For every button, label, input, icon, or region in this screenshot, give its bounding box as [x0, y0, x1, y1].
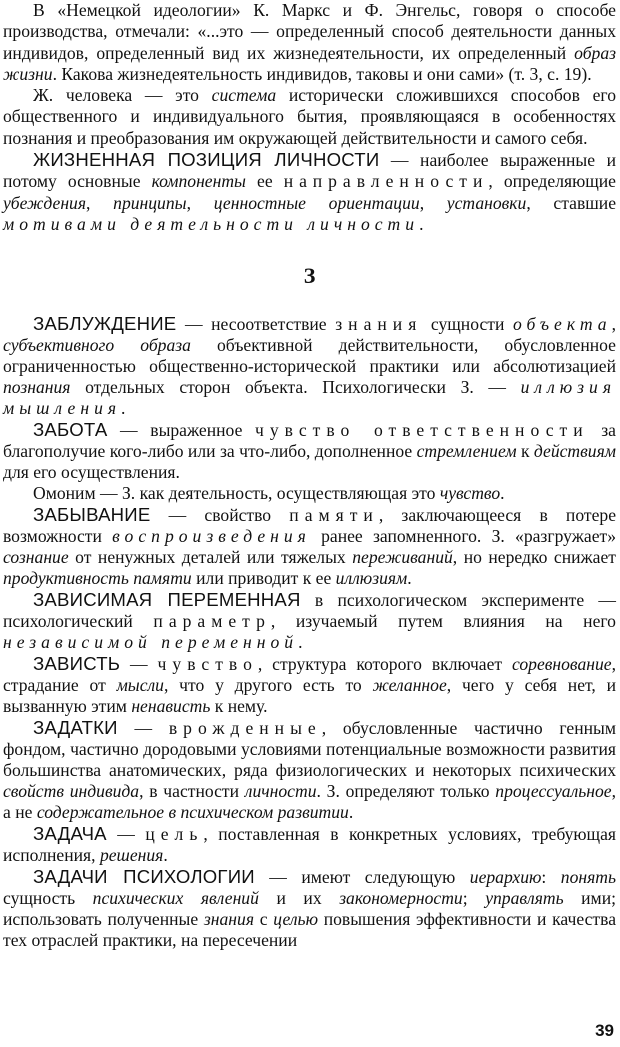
text-run: объективной действительности, обусловленное ограниченностью общественно-исторической практики или абсолютизацией	[3, 335, 616, 377]
italic-term: установки	[446, 192, 527, 213]
spaced-term: памяти	[289, 505, 379, 526]
spaced-term: чувство	[157, 654, 258, 675]
italic-term: иллюзиям	[335, 568, 408, 589]
text-run: — выраженное	[107, 420, 255, 441]
text-run: , но нередко снижает	[452, 547, 616, 568]
text-run: для его осуществления.	[3, 462, 180, 483]
spaced-term: направленности	[283, 171, 489, 192]
text-run: ,	[611, 314, 616, 335]
spaced-term: параметр	[153, 611, 271, 632]
italic-term: компоненты	[151, 171, 246, 192]
page-number: 39	[595, 1021, 614, 1040]
entry-zadacha	[3, 823, 616, 866]
italic-term: образ жизни	[3, 42, 616, 84]
entry-zadachi-psihologii	[3, 866, 616, 951]
italic-term: содержательное в психическом развитии	[36, 802, 349, 823]
italic-term: действиям	[533, 441, 616, 462]
entry-headword: ЗАБОТА	[33, 419, 108, 441]
text-run: повышения эффективности и качества тех отраслей практики, на пересечении	[3, 909, 617, 951]
spaced-italic-term: независимой переменной	[3, 632, 299, 653]
text-run: , поставленная в конкретных условиях, требующая исполнения,	[3, 824, 617, 866]
text-run: сущности	[422, 314, 513, 335]
italic-term: знания	[203, 909, 255, 930]
spaced-italic-term: мотивами деятельности личности	[3, 213, 420, 234]
entry-zabluzhdenie	[3, 313, 616, 419]
entry-headword: ЗАДАЧИ ПСИХОЛОГИИ	[33, 866, 255, 888]
italic-term: субъективного образа	[3, 335, 191, 356]
spaced-term: цель	[145, 824, 204, 845]
italic-term: понять	[560, 867, 616, 888]
text-run: ,	[86, 192, 114, 213]
spaced-term: знания	[335, 314, 423, 335]
text-run: , что у другого есть то	[163, 675, 373, 696]
text-run: ранее запомненного. З. «разгружает»	[310, 526, 616, 547]
text-run: исторически сложившихся способов его общественного и индивидуального бытия, проявляющаяся в особенностях познания и преобразования им окружающей действительности и самого себя.	[3, 85, 616, 148]
section-letter: З	[303, 263, 316, 289]
spaced-italic-term: иллюзия мышления	[3, 377, 616, 419]
text-run: к нему.	[210, 696, 268, 717]
text-run: или приводит к ее	[191, 568, 336, 589]
text-run: .	[500, 483, 505, 504]
italic-term: сознание	[3, 547, 69, 568]
text-run: к	[516, 441, 534, 462]
text-run: — несоответствие	[176, 314, 336, 335]
text-run: от ненужных деталей или тяжелых	[68, 547, 353, 568]
text-run: за благополучие кого-либо или за что-либо, дополненное	[3, 420, 616, 462]
text-run: —	[117, 718, 169, 739]
text-run: , а не	[3, 781, 616, 823]
entry-zabyvanie	[3, 504, 616, 589]
text-run: ими; использовать полученные	[3, 888, 616, 930]
italic-term: система	[211, 85, 277, 106]
italic-term: стремлением	[416, 441, 517, 462]
text-run: , обусловленные частично генным фондом, частично дородовыми условиями потенциальные возможности развития большинства анатомических, ряда физиологических и некоторых психических	[3, 718, 616, 781]
spaced-term: врожденные	[168, 718, 322, 739]
text-run: Ж. человека — это	[33, 85, 212, 106]
text-run: ;	[462, 888, 486, 909]
text-run: .	[163, 845, 168, 866]
text-run: , страдание от	[3, 654, 616, 696]
italic-term: целью	[273, 909, 318, 930]
entry-list	[3, 313, 616, 951]
italic-term: продуктивность памяти	[3, 568, 192, 589]
text-run: , чего у себя нет, и вызванную этим	[3, 675, 616, 717]
text-run: , структура которого включает	[257, 654, 512, 675]
text-run: —	[106, 824, 146, 845]
text-run: .	[407, 568, 412, 589]
spaced-italic-term: воспроизведения	[112, 526, 311, 547]
entry-headword: ЗАВИСТЬ	[33, 653, 121, 675]
entry-headword: ЖИЗНЕННАЯ ПОЗИЦИЯ ЛИЧНОСТИ	[33, 149, 380, 171]
italic-term: личности	[244, 781, 317, 802]
text-run: и их	[258, 888, 340, 909]
italic-term: мысли	[116, 675, 164, 696]
italic-term: процессуальное	[495, 781, 612, 802]
text-run: отдельных сторон объекта. Психологически З. —	[70, 377, 521, 398]
text-run: .	[419, 213, 424, 234]
italic-term: чувство	[439, 483, 501, 504]
text-run: :	[541, 867, 561, 888]
text-run: . Какова жизнедеятельность индивидов, таковы и они сами» (т. 3, с. 19).	[52, 63, 592, 84]
entry-headword: ЗАВИСИМАЯ ПЕРЕМЕННАЯ	[33, 589, 301, 611]
italic-term: желанное	[372, 675, 447, 696]
italic-term: управлять	[485, 888, 564, 909]
text-run: .	[348, 802, 354, 823]
entry-zabota	[3, 419, 616, 483]
text-run: .	[298, 632, 303, 653]
entry-zadatki	[3, 717, 616, 823]
italic-term: соревнование	[512, 654, 612, 675]
text-run: —	[120, 654, 158, 675]
text-run: — имеют следующую	[254, 867, 470, 888]
text-run: в психологическом эксперименте — психологический	[3, 590, 616, 632]
italic-term: свойств индивида	[3, 781, 140, 802]
text-run: ее	[245, 171, 284, 192]
italic-term: ценностные ориентации	[213, 192, 420, 213]
text-run: , в частности	[139, 781, 245, 802]
text-run: — наиболее выраженные и потому основные	[3, 150, 616, 192]
text-run: — свойство	[150, 505, 290, 526]
text-run: , заключающееся в потере возможности	[3, 505, 616, 547]
italic-term: убеждения	[3, 192, 87, 213]
entry-headword: ЗАДАТКИ	[33, 717, 118, 739]
italic-term: иерархию	[469, 867, 542, 888]
spaced-italic-term: объекта	[512, 314, 612, 335]
text-run: сущность	[3, 888, 93, 909]
italic-term: переживаний	[352, 547, 453, 568]
text-run: , изучаемый путем влияния на него	[270, 611, 616, 632]
entry-headword: ЗАБЫВАНИЕ	[33, 504, 151, 526]
italic-term: принципы	[113, 192, 187, 213]
entry-headword: ЗАДАЧА	[33, 823, 107, 845]
text-run: , ставшие	[526, 192, 617, 213]
intro-paragraph-1	[3, 0, 616, 85]
text-run: .	[121, 398, 126, 419]
text-run: В «Немецкой идеологии» К. Маркс и Ф. Энгельс, говоря о способе производства, отмечали: «...это — определенный способ деятельности данных индивидов, определенный вид их жизнедеятельности, их определенный	[3, 0, 616, 63]
entry-zavisimaya-peremennaya	[3, 589, 616, 653]
text-run: ,	[419, 192, 447, 213]
text-run: с	[254, 909, 274, 930]
italic-term: решения	[99, 845, 164, 866]
italic-term: познания	[3, 377, 71, 398]
intro-paragraph-2	[3, 85, 616, 149]
entry-zavist	[3, 653, 616, 717]
text-run: Омоним — З. как деятельность, осуществляющая это	[33, 483, 440, 504]
text-run: . З. определяют только	[316, 781, 496, 802]
italic-term: ненависть	[131, 696, 211, 717]
spaced-term: чувство ответственности	[255, 420, 589, 441]
italic-term: психических явлений	[92, 888, 259, 909]
entry-headword: ЗАБЛУЖДЕНИЕ	[33, 313, 177, 335]
italic-term: закономерности	[339, 888, 463, 909]
text-run: , определяющие	[488, 171, 616, 192]
entry-zabota-homonym	[3, 483, 616, 504]
text-run: ,	[186, 192, 214, 213]
entry-life-position	[3, 149, 616, 235]
